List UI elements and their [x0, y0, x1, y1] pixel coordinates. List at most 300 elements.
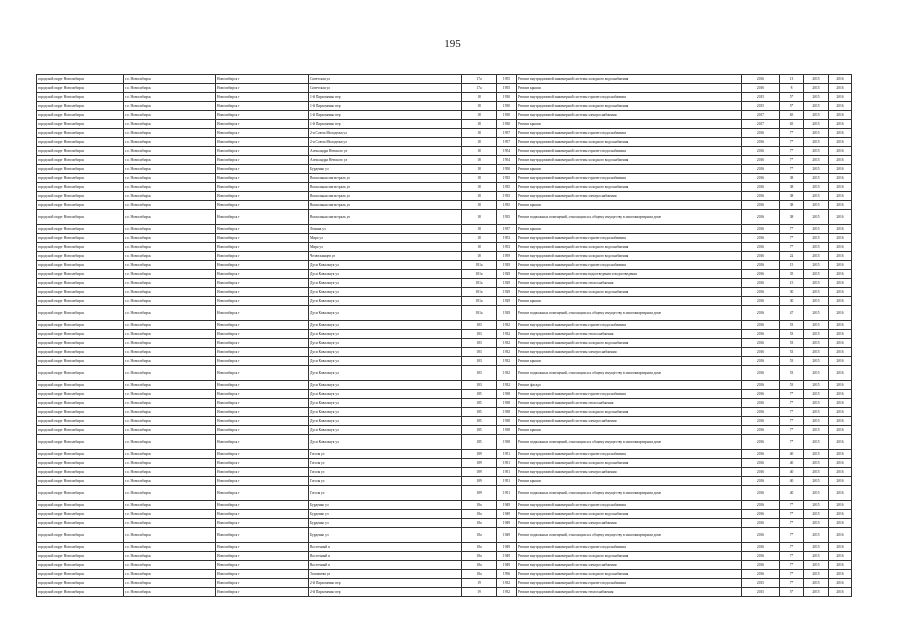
cell-plan-year: 2016 [742, 279, 780, 288]
table-row [37, 366, 852, 381]
cell-municipality: г.о. Новосибирск [124, 468, 216, 477]
cell-plan-year: 2016 [742, 348, 780, 357]
cell-locality: Новосибирск г [216, 234, 309, 243]
cell-period-start: 2015 [804, 138, 829, 147]
cell-district: городской округ Новосибирск [37, 147, 124, 156]
table-row [37, 468, 852, 477]
cell-municipality: г.о. Новосибирск [124, 330, 216, 339]
cell-municipality: г.о. Новосибирск [124, 501, 216, 510]
table-row [37, 243, 852, 252]
cell-street: Дуси Ковальчук ул [309, 417, 462, 426]
cell-build-year: 1951 [497, 468, 517, 477]
cell-period-end: 2016 [829, 129, 852, 138]
cell-plan-year: 2016 [742, 357, 780, 366]
table-body [37, 75, 852, 597]
table-row [37, 459, 852, 468]
cell-municipality: г.о. Новосибирск [124, 243, 216, 252]
cell-build-year: 1929 [497, 288, 517, 297]
cell-house-number: 189 [462, 459, 497, 468]
cell-street: Дуси Ковальчук ул [309, 408, 462, 417]
cell-district: городской округ Новосибирск [37, 111, 124, 120]
cell-street: Дуси Ковальчук ул [309, 348, 462, 357]
cell-district: городской округ Новосибирск [37, 288, 124, 297]
cell-municipality: г.о. Новосибирск [124, 84, 216, 93]
cell-work-type: Ремонт подвальных помещений, относящихся к общему имуществу в многоквартирном доме [517, 306, 742, 321]
cell-build-year: 1929 [497, 261, 517, 270]
cell-district: городской округ Новосибирск [37, 102, 124, 111]
cell-district: городской округ Новосибирск [37, 93, 124, 102]
cell-build-year: 1949 [497, 510, 517, 519]
cell-district: городской округ Новосибирск [37, 138, 124, 147]
cell-plan-year: 2016 [742, 417, 780, 426]
cell-period-end: 2016 [829, 381, 852, 390]
table-row [37, 93, 852, 102]
cell-street: Гоголя ул [309, 450, 462, 459]
cell-municipality: г.о. Новосибирск [124, 459, 216, 468]
cell-locality: Новосибирск г [216, 381, 309, 390]
cell-locality: Новосибирск г [216, 543, 309, 552]
cell-period-start: 2015 [804, 357, 829, 366]
cell-work-type: Ремонт фасада [517, 381, 742, 390]
cell-district: городской округ Новосибирск [37, 279, 124, 288]
cell-period-end: 2016 [829, 279, 852, 288]
cell-municipality: г.о. Новосибирск [124, 279, 216, 288]
cell-district: городской округ Новосибирск [37, 243, 124, 252]
cell-municipality: г.о. Новосибирск [124, 528, 216, 543]
cell-cost: 7* [780, 501, 804, 510]
cell-plan-year: 2016 [742, 399, 780, 408]
table-row [37, 543, 852, 552]
cell-build-year: 1935 [497, 174, 517, 183]
cell-locality: Новосибирск г [216, 510, 309, 519]
cell-period-end: 2016 [829, 450, 852, 459]
cell-plan-year: 2016 [742, 192, 780, 201]
cell-municipality: г.о. Новосибирск [124, 579, 216, 588]
cell-street: Дуси Ковальчук ул [309, 366, 462, 381]
cell-plan-year: 2016 [742, 129, 780, 138]
cell-plan-year: 2016 [742, 297, 780, 306]
cell-period-end: 2016 [829, 111, 852, 120]
cell-plan-year: 2016 [742, 543, 780, 552]
cell-period-start: 2015 [804, 288, 829, 297]
cell-work-type: Ремонт внутридомовой инженерной системы теплоснабжения [517, 588, 742, 597]
cell-house-number: 181а [462, 261, 497, 270]
cell-locality: Новосибирск г [216, 201, 309, 210]
cell-plan-year: 2016 [742, 147, 780, 156]
cell-work-type: Ремонт внутридомовой инженерной системы холодного водоснабжения [517, 243, 742, 252]
cell-municipality: г.о. Новосибирск [124, 210, 216, 225]
cell-house-number: 18 [462, 192, 497, 201]
cell-period-end: 2016 [829, 366, 852, 381]
cell-period-end: 2016 [829, 183, 852, 192]
cell-work-type: Ремонт внутридомовой инженерной системы электроснабжения [517, 348, 742, 357]
cell-period-end: 2016 [829, 270, 852, 279]
cell-build-year: 1932 [497, 321, 517, 330]
table-row [37, 84, 852, 93]
cell-municipality: г.о. Новосибирск [124, 225, 216, 234]
cell-period-start: 2015 [804, 501, 829, 510]
table-row [37, 426, 852, 435]
table-row [37, 174, 852, 183]
cell-house-number: 181а [462, 288, 497, 297]
cell-municipality: г.о. Новосибирск [124, 339, 216, 348]
cell-cost: 40 [780, 459, 804, 468]
table-row [37, 279, 852, 288]
cell-house-number: 18 [462, 147, 497, 156]
cell-period-end: 2016 [829, 417, 852, 426]
cell-district: городской округ Новосибирск [37, 261, 124, 270]
cell-plan-year: 2016 [742, 450, 780, 459]
cell-period-end: 2016 [829, 468, 852, 477]
cell-house-number: 18а [462, 501, 497, 510]
cell-plan-year: 2016 [742, 234, 780, 243]
cell-municipality: г.о. Новосибирск [124, 75, 216, 84]
cell-street: Мира ул [309, 243, 462, 252]
cell-plan-year: 2016 [742, 552, 780, 561]
cell-house-number: 183 [462, 366, 497, 381]
cell-build-year: 1930 [497, 93, 517, 102]
cell-build-year: 1951 [497, 486, 517, 501]
cell-cost: 47 [780, 306, 804, 321]
cell-cost: 7* [780, 138, 804, 147]
cell-district: городской округ Новосибирск [37, 252, 124, 261]
cell-period-end: 2016 [829, 426, 852, 435]
cell-district: городской округ Новосибирск [37, 510, 124, 519]
table-row [37, 234, 852, 243]
cell-street: Вокзальная магистраль ул [309, 183, 462, 192]
cell-street: Гоголя ул [309, 486, 462, 501]
cell-street: Дуси Ковальчук ул [309, 339, 462, 348]
cell-house-number: 18 [462, 210, 497, 225]
cell-work-type: Ремонт внутридомовой инженерной системы теплоснабжения [517, 279, 742, 288]
cell-street: Дуси Ковальчук ул [309, 297, 462, 306]
cell-build-year: 1938 [497, 390, 517, 399]
cell-district: городской округ Новосибирск [37, 528, 124, 543]
cell-municipality: г.о. Новосибирск [124, 156, 216, 165]
cell-plan-year: 2015 [742, 102, 780, 111]
cell-period-start: 2015 [804, 243, 829, 252]
cell-locality: Новосибирск г [216, 183, 309, 192]
cell-period-start: 2015 [804, 435, 829, 450]
cell-period-start: 2015 [804, 459, 829, 468]
cell-house-number: 189 [462, 468, 497, 477]
cell-period-start: 2015 [804, 519, 829, 528]
cell-period-end: 2016 [829, 192, 852, 201]
cell-plan-year: 2016 [742, 468, 780, 477]
cell-work-type: Ремонт крыши [517, 477, 742, 486]
cell-build-year: 1949 [497, 501, 517, 510]
cell-build-year: 1956 [497, 570, 517, 579]
cell-municipality: г.о. Новосибирск [124, 321, 216, 330]
cell-period-start: 2015 [804, 120, 829, 129]
cell-period-end: 2016 [829, 102, 852, 111]
cell-period-start: 2015 [804, 348, 829, 357]
cell-plan-year: 2016 [742, 201, 780, 210]
cell-municipality: г.о. Новосибирск [124, 102, 216, 111]
cell-municipality: г.о. Новосибирск [124, 165, 216, 174]
cell-build-year: 1932 [497, 588, 517, 597]
cell-work-type: Ремонт подвальных помещений, относящихся к общему имуществу в многоквартирном доме [517, 486, 742, 501]
table-row [37, 201, 852, 210]
cell-cost: 7* [780, 435, 804, 450]
cell-municipality: г.о. Новосибирск [124, 270, 216, 279]
cell-plan-year: 2016 [742, 75, 780, 84]
cell-period-end: 2016 [829, 570, 852, 579]
cell-district: городской округ Новосибирск [37, 183, 124, 192]
cell-plan-year: 2016 [742, 174, 780, 183]
cell-municipality: г.о. Новосибирск [124, 93, 216, 102]
cell-work-type: Ремонт внутридомовой инженерной системы горячего водоснабжения [517, 93, 742, 102]
cell-district: городской округ Новосибирск [37, 381, 124, 390]
cell-cost: 40 [780, 468, 804, 477]
cell-house-number: 19 [462, 579, 497, 588]
table-row [37, 225, 852, 234]
cell-cost: 8 [780, 84, 804, 93]
cell-build-year: 1938 [497, 417, 517, 426]
cell-period-start: 2015 [804, 297, 829, 306]
cell-plan-year: 2016 [742, 138, 780, 147]
cell-period-end: 2016 [829, 357, 852, 366]
cell-cost: 65 [780, 120, 804, 129]
cell-period-start: 2015 [804, 306, 829, 321]
cell-period-end: 2016 [829, 306, 852, 321]
cell-district: городской округ Новосибирск [37, 321, 124, 330]
cell-build-year: 1930 [497, 102, 517, 111]
cell-cost: 38 [780, 201, 804, 210]
cell-period-end: 2016 [829, 174, 852, 183]
cell-build-year: 1954 [497, 147, 517, 156]
cell-house-number: 18 [462, 156, 497, 165]
cell-district: городской округ Новосибирск [37, 192, 124, 201]
cell-locality: Новосибирск г [216, 138, 309, 147]
cell-period-end: 2016 [829, 165, 852, 174]
table-row [37, 192, 852, 201]
cell-municipality: г.о. Новосибирск [124, 477, 216, 486]
cell-build-year: 1930 [497, 120, 517, 129]
cell-period-start: 2015 [804, 192, 829, 201]
table-row [37, 561, 852, 570]
cell-plan-year: 2016 [742, 261, 780, 270]
cell-build-year: 1938 [497, 399, 517, 408]
cell-house-number: 189 [462, 486, 497, 501]
cell-work-type: Ремонт внутридомовой инженерной системы горячего водоснабжения [517, 261, 742, 270]
cell-house-number: 18 [462, 120, 497, 129]
cell-house-number: 18 [462, 225, 497, 234]
cell-work-type: Ремонт подвальных помещений, относящихся к общему имуществу в многоквартирном доме [517, 366, 742, 381]
cell-cost: 38 [780, 174, 804, 183]
cell-district: городской округ Новосибирск [37, 570, 124, 579]
cell-cost: 7* [780, 543, 804, 552]
cell-build-year: 1932 [497, 381, 517, 390]
cell-locality: Новосибирск г [216, 75, 309, 84]
cell-locality: Новосибирск г [216, 192, 309, 201]
cell-street: Дуси Ковальчук ул [309, 330, 462, 339]
cell-locality: Новосибирск г [216, 450, 309, 459]
cell-district: городской округ Новосибирск [37, 234, 124, 243]
cell-street: 2-я Союза Молодежи ул [309, 129, 462, 138]
table-row [37, 339, 852, 348]
cell-street: Дуси Ковальчук ул [309, 321, 462, 330]
cell-house-number: 17а [462, 84, 497, 93]
cell-period-start: 2015 [804, 381, 829, 390]
cell-locality: Новосибирск г [216, 288, 309, 297]
cell-district: городской округ Новосибирск [37, 426, 124, 435]
cell-municipality: г.о. Новосибирск [124, 174, 216, 183]
cell-cost: 7* [780, 225, 804, 234]
cell-plan-year: 2016 [742, 270, 780, 279]
cell-cost: 7* [780, 165, 804, 174]
cell-house-number: 18 [462, 138, 497, 147]
table-row [37, 390, 852, 399]
cell-work-type: Ремонт внутридомовой инженерной системы холодного водоснабжения [517, 288, 742, 297]
table-row [37, 408, 852, 417]
cell-period-end: 2016 [829, 288, 852, 297]
cell-house-number: 185 [462, 435, 497, 450]
table-row [37, 357, 852, 366]
cell-municipality: г.о. Новосибирск [124, 450, 216, 459]
cell-district: городской округ Новосибирск [37, 390, 124, 399]
cell-period-end: 2016 [829, 579, 852, 588]
cell-work-type: Ремонт внутридомовой инженерной системы холодного водоснабжения [517, 252, 742, 261]
cell-street: Дуси Ковальчук ул [309, 426, 462, 435]
cell-district: городской округ Новосибирск [37, 579, 124, 588]
cell-build-year: 1929 [497, 270, 517, 279]
cell-build-year: 1949 [497, 528, 517, 543]
cell-period-start: 2015 [804, 477, 829, 486]
cell-period-end: 2016 [829, 519, 852, 528]
cell-street: 1-й Пархоменко пер [309, 102, 462, 111]
cell-build-year: 1951 [497, 477, 517, 486]
cell-house-number: 185 [462, 390, 497, 399]
cell-period-end: 2016 [829, 93, 852, 102]
cell-period-start: 2015 [804, 174, 829, 183]
cell-house-number: 17а [462, 75, 497, 84]
cell-cost: 40 [780, 486, 804, 501]
cell-street: Советская ул [309, 84, 462, 93]
cell-cost: 7* [780, 408, 804, 417]
cell-locality: Новосибирск г [216, 225, 309, 234]
table-row [37, 306, 852, 321]
cell-period-end: 2016 [829, 120, 852, 129]
cell-build-year: 1935 [497, 183, 517, 192]
cell-cost: 53 [780, 330, 804, 339]
cell-period-end: 2016 [829, 225, 852, 234]
cell-period-start: 2015 [804, 417, 829, 426]
cell-plan-year: 2017 [742, 111, 780, 120]
cell-municipality: г.о. Новосибирск [124, 201, 216, 210]
cell-work-type: Ремонт внутридомовой инженерной системы холодного водоснабжения [517, 408, 742, 417]
cell-plan-year: 2017 [742, 120, 780, 129]
table-row [37, 519, 852, 528]
cell-municipality: г.о. Новосибирск [124, 552, 216, 561]
cell-locality: Новосибирск г [216, 357, 309, 366]
cell-street: Восточный п [309, 561, 462, 570]
cell-period-start: 2015 [804, 330, 829, 339]
cell-plan-year: 2015 [742, 93, 780, 102]
cell-house-number: 185 [462, 399, 497, 408]
cell-municipality: г.о. Новосибирск [124, 129, 216, 138]
cell-municipality: г.о. Новосибирск [124, 561, 216, 570]
cell-period-end: 2016 [829, 552, 852, 561]
repair-schedule-table-container [36, 74, 851, 597]
cell-build-year: 1929 [497, 297, 517, 306]
cell-cost: 7* [780, 570, 804, 579]
cell-house-number: 18 [462, 201, 497, 210]
cell-street: Дуси Ковальчук ул [309, 270, 462, 279]
cell-period-end: 2016 [829, 261, 852, 270]
cell-period-start: 2015 [804, 210, 829, 225]
cell-street: Вокзальная магистраль ул [309, 174, 462, 183]
cell-street: Гоголя ул [309, 459, 462, 468]
cell-locality: Новосибирск г [216, 84, 309, 93]
cell-district: городской округ Новосибирск [37, 588, 124, 597]
table-row [37, 510, 852, 519]
cell-build-year: 1932 [497, 579, 517, 588]
cell-locality: Новосибирск г [216, 588, 309, 597]
cell-period-end: 2016 [829, 84, 852, 93]
cell-house-number: 181а [462, 306, 497, 321]
cell-plan-year: 2016 [742, 477, 780, 486]
cell-district: городской округ Новосибирск [37, 450, 124, 459]
cell-period-end: 2016 [829, 156, 852, 165]
cell-cost: 53 [780, 348, 804, 357]
cell-municipality: г.о. Новосибирск [124, 390, 216, 399]
cell-street: Бурденко ул [309, 528, 462, 543]
cell-period-start: 2015 [804, 390, 829, 399]
cell-house-number: 18а [462, 561, 497, 570]
cell-house-number: 18 [462, 234, 497, 243]
table-row [37, 261, 852, 270]
cell-work-type: Ремонт внутридомовой инженерной системы холодного водоснабжения [517, 510, 742, 519]
cell-municipality: г.о. Новосибирск [124, 120, 216, 129]
cell-house-number: 185 [462, 426, 497, 435]
cell-municipality: г.о. Новосибирск [124, 486, 216, 501]
cell-cost: 53 [780, 357, 804, 366]
cell-plan-year: 2016 [742, 381, 780, 390]
table-row [37, 579, 852, 588]
cell-district: городской округ Новосибирск [37, 348, 124, 357]
cell-work-type: Ремонт подвальных помещений, относящихся к общему имуществу в многоквартирном доме [517, 435, 742, 450]
cell-work-type: Ремонт внутридомовой инженерной системы горячего водоснабжения [517, 450, 742, 459]
cell-work-type: Ремонт внутридомовой инженерной системы холодного водоснабжения [517, 156, 742, 165]
cell-district: городской округ Новосибирск [37, 477, 124, 486]
cell-street: Дуси Ковальчук ул [309, 357, 462, 366]
cell-street: Вокзальная магистраль ул [309, 201, 462, 210]
table-row [37, 417, 852, 426]
cell-municipality: г.о. Новосибирск [124, 570, 216, 579]
cell-municipality: г.о. Новосибирск [124, 234, 216, 243]
cell-locality: Новосибирск г [216, 579, 309, 588]
cell-work-type: Ремонт внутридомовой инженерной системы горячего водоснабжения [517, 501, 742, 510]
cell-work-type: Ремонт внутридомовой инженерной системы горячего водоснабжения [517, 390, 742, 399]
cell-locality: Новосибирск г [216, 435, 309, 450]
cell-work-type: Ремонт внутридомовой инженерной системы горячего водоснабжения [517, 174, 742, 183]
cell-municipality: г.о. Новосибирск [124, 426, 216, 435]
cell-period-end: 2016 [829, 543, 852, 552]
cell-locality: Новосибирск г [216, 408, 309, 417]
cell-locality: Новосибирск г [216, 366, 309, 381]
cell-municipality: г.о. Новосибирск [124, 138, 216, 147]
cell-plan-year: 2016 [742, 321, 780, 330]
table-row [37, 501, 852, 510]
cell-period-end: 2016 [829, 486, 852, 501]
cell-period-end: 2016 [829, 243, 852, 252]
cell-work-type: Ремонт внутридомовой инженерной системы электроснабжения [517, 111, 742, 120]
cell-street: 2-й Пархоменко пер [309, 588, 462, 597]
cell-cost: 53 [780, 366, 804, 381]
cell-house-number: 181а [462, 297, 497, 306]
cell-work-type: Ремонт внутридомовой инженерной системы электроснабжения [517, 192, 742, 201]
